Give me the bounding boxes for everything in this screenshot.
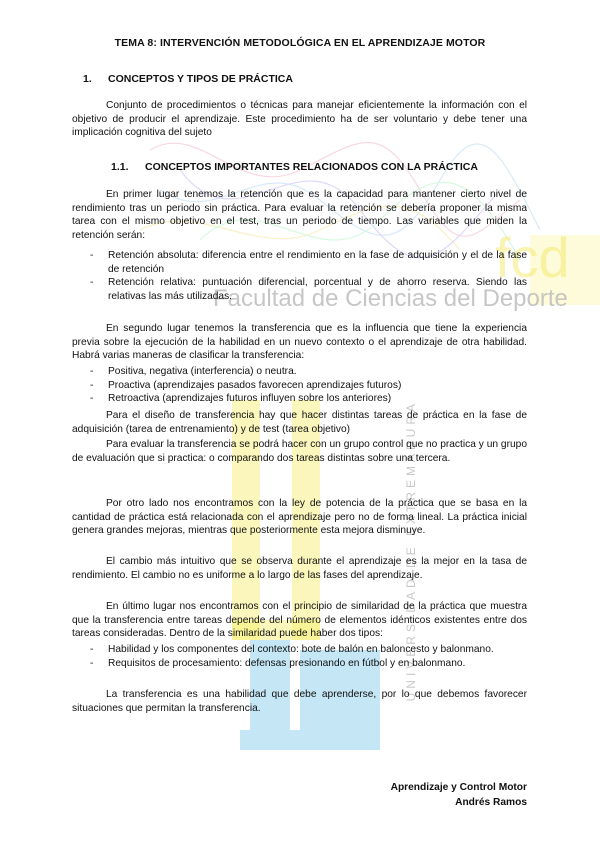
list-item: - Proactiva (aprendizajes pasados favorecen aprendizajes futuros) (72, 379, 527, 393)
page-title: TEMA 8: INTERVENCIÓN METODOLÓGICA EN EL APRENDIZAJE MOTOR (114, 37, 486, 49)
section-heading-1-1 (111, 161, 478, 173)
section-heading-1 (83, 73, 293, 85)
watermark-faculty: Facultad de Ciencias del Deporte (213, 285, 568, 312)
list-item: - Positiva, negativa (interferencia) o neutra. (72, 365, 527, 379)
retention-list (72, 249, 527, 303)
list-item: - Habilidad y los componentes del contexto: bote de balón en baloncesto y balonmano. (72, 643, 527, 657)
retention-paragraph: En primer lugar tenemos la retención que es la capacidad para mantener cierto nivel de rendimiento tras un periodo sin práctica. Para evaluar la retención se debería proponer la misma tarea con el mismo objetivo en el test, tras un periodo de tiempo. Las variables que miden la retención serán: (72, 189, 527, 241)
conclusion-paragraph: La transferencia es una habilidad que debe aprenderse, por lo que debemos favorecer situaciones que permitan la transferencia. (72, 689, 527, 714)
similarity-paragraph: En último lugar nos encontramos con el principio de similaridad de la práctica que muestra que la transferencia entre tareas depende del número de elementos idénticos existentes entre dos tareas consideradas. Dentro de la similaridad puede haber dos tipos: (72, 601, 527, 640)
section-heading-text: CONCEPTOS Y TIPOS DE PRÁCTICA (108, 73, 293, 85)
transfer-design-paragraph: Para el diseño de transferencia hay que hacer distintas tareas de práctica en la fase de adquisición (tarea de entrenamiento) y de test (tarea objetivo) (72, 410, 527, 435)
transfer-eval-paragraph: Para evaluar la transferencia se podrá hacer con un grupo control que no practica y un grupo de evaluación que si practica: o comparando dos tareas distintas sobre una tercera. (72, 439, 527, 464)
watermark-university: UNIVERSIDAD DE EXTREMADURA (404, 400, 418, 702)
similarity-list (72, 643, 527, 670)
footer-course: Aprendizaje y Control Motor (390, 782, 527, 793)
watermark-fcd-letters: fcd (495, 226, 570, 289)
footer-author: Andrés Ramos (455, 797, 527, 808)
power-law-paragraph: Por otro lado nos encontramos con la ley de potencia de la práctica que se basa en la cantidad de práctica está relacionada con el aprendizaje pero no de forma lineal. La práctica inicial genera grandes mejoras, mientras que posteriormente esta mejora disminuye. (72, 498, 527, 537)
list-item: - Retención relativa: puntuación diferencial, porcentual y de ahorro reserva. Siendo las relativas las más utilizadas. (72, 276, 527, 303)
transfer-list (72, 365, 527, 406)
intro-paragraph: Conjunto de procedimientos o técnicas para manejar eficientemente la información con el objetivo de producir el aprendizaje. Este procedimiento ha de ser voluntario y debe tener una implicación cognitiva del sujeto (72, 100, 527, 139)
list-item: - Requisitos de procesamiento: defensas presionando en fútbol y en balonmano. (72, 657, 527, 671)
section-number: 1.1. (111, 161, 129, 173)
list-item: - Retroactiva (aprendizajes futuros influyen sobre los anteriores) (72, 392, 527, 406)
section-heading-text: CONCEPTOS IMPORTANTES RELACIONADOS CON LA PRÁCTICA (145, 161, 478, 173)
power-law-paragraph-2: El cambio más intuitivo que se observa durante el aprendizaje es la mejor en la tasa de rendimiento. El cambio no es uniforme a lo largo de las fases del aprendizaje. (72, 556, 527, 581)
section-number: 1. (83, 73, 92, 85)
transfer-paragraph: En segundo lugar tenemos la transferencia que es la influencia que tiene la experiencia previa sobre la ejecución de la habilidad en un nuevo contexto o el aprendizaje de otra habilidad. Habrá varias maneras de clasificar la transferencia: (72, 323, 527, 362)
list-item: - Retención absoluta: diferencia entre el rendimiento en la fase de adquisición y el de la fase de retención (72, 249, 527, 276)
